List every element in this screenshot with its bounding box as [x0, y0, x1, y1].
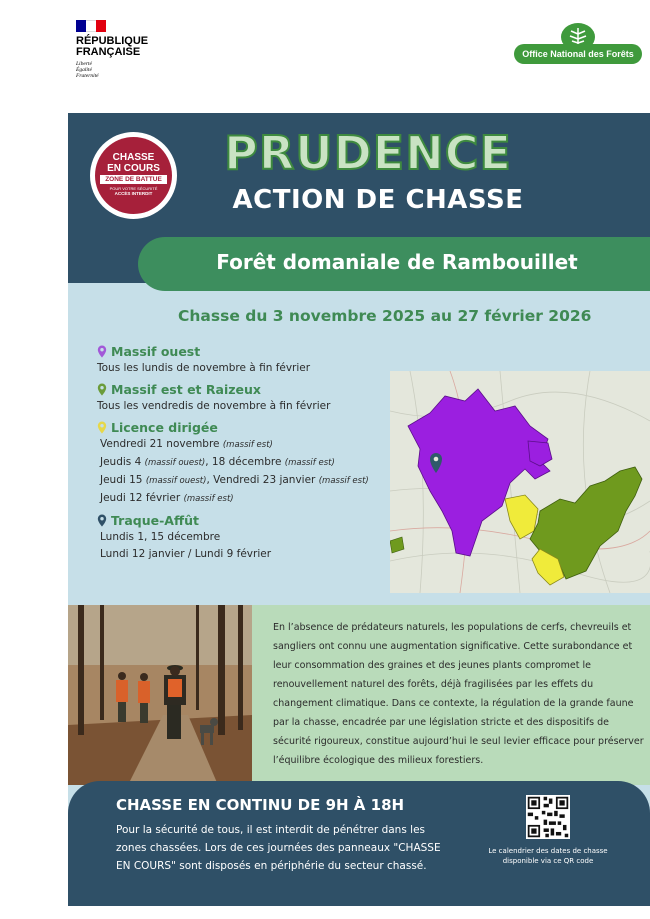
chasse-en-cours-badge: [90, 132, 177, 219]
badge-line4: ACCÈS INTERDIT: [114, 191, 153, 196]
footer-text: Pour la sécurité de tous, il est interdit de pénétrer dans les zones chassées. Lors de ces journées des panneaux "CHASSE EN COURS" sont disposés en périphérie du secteur chassé.: [116, 824, 441, 872]
forest-name: Forêt domaniale de Rambouillet: [216, 250, 578, 274]
rf-title-line2: FRANÇAISE: [76, 46, 141, 58]
rf-motto-egalite: Égalité: [76, 67, 92, 73]
rf-motto-fraternite: Fraternité: [76, 73, 99, 79]
footer-title: CHASSE EN CONTINU DE 9H À 18H: [116, 796, 405, 814]
page-subtitle: ACTION DE CHASSE: [232, 185, 524, 215]
schedule-line: Tous les vendredis de novembre à fin février: [97, 400, 331, 412]
schedule-line: Jeudi 12 février (massif est): [100, 492, 234, 504]
qr-caption: Le calendrier des dates de chasse disponible via ce QR code: [488, 847, 608, 865]
hunting-poster: [68, 113, 650, 906]
location-pin-icon: [97, 383, 107, 396]
french-flag-icon: [76, 20, 106, 32]
badge-strip: ZONE DE BATTUE: [100, 175, 167, 184]
schedule-line: Tous les lundis de novembre à fin février: [97, 362, 311, 374]
section-traque-affut: [97, 512, 397, 529]
hunters-photo: [68, 605, 252, 785]
schedule-line: Jeudis 4 (massif ouest), 18 décembre (massif est): [100, 456, 335, 468]
section-title: Licence dirigée: [111, 420, 218, 435]
rf-motto-liberte: Liberté: [76, 61, 92, 67]
badge-line1: CHASSE: [112, 152, 155, 163]
republique-francaise-logo: [76, 20, 148, 79]
section-massif-est: [97, 381, 397, 398]
season-dates: Chasse du 3 novembre 2025 au 27 février 2026: [178, 307, 592, 325]
schedule-line: Jeudi 15 (massif ouest), Vendredi 23 janvier (massif est): [100, 474, 369, 486]
section-massif-ouest: [97, 343, 397, 360]
schedule-line: Vendredi 21 novembre (massif est): [100, 438, 273, 450]
rf-title-line1: RÉPUBLIQUE: [76, 35, 149, 47]
section-licence-dirigee: [97, 419, 397, 436]
location-pin-icon: [97, 514, 107, 527]
qr-code-icon[interactable]: [526, 795, 570, 839]
section-title: Massif est et Raizeux: [111, 382, 261, 397]
schedule-list: [97, 343, 397, 563]
info-paragraph: En l’absence de prédateurs naturels, les populations de cerfs, chevreuils et sangliers ont connu une augmentation significative. Cette surabondance et leur consommation des graines et des jeunes plants compromet le renouvellement naturel des forêts, déjà fragilisées par les effets du changement climatique. Dans ce contexte, la régulation de la grande faune par la chasse, encadrée par une législation stricte et des dispositifs de sécurité rigoureux, constitue aujourd’hui le seul levier efficace pour préserver l’équilibre écologique des milieux forestiers.: [273, 622, 644, 766]
section-title: Traque-Affût: [111, 513, 199, 528]
schedule-line: Lundi 12 janvier / Lundi 9 février: [100, 548, 272, 560]
onf-name: Office National des Forêts: [514, 44, 642, 64]
badge-line3: POUR VOTRE SÉCURITÉ: [109, 186, 158, 191]
section-title: Massif ouest: [111, 344, 201, 359]
schedule-line: Lundis 1, 15 décembre: [100, 531, 221, 543]
hunting-zones-map: [390, 371, 650, 593]
location-pin-icon: [97, 345, 107, 358]
badge-line2: EN COURS: [107, 163, 160, 174]
onf-logo: [514, 22, 642, 68]
location-pin-icon: [97, 421, 107, 434]
page-title: PRUDENCE: [224, 126, 512, 180]
